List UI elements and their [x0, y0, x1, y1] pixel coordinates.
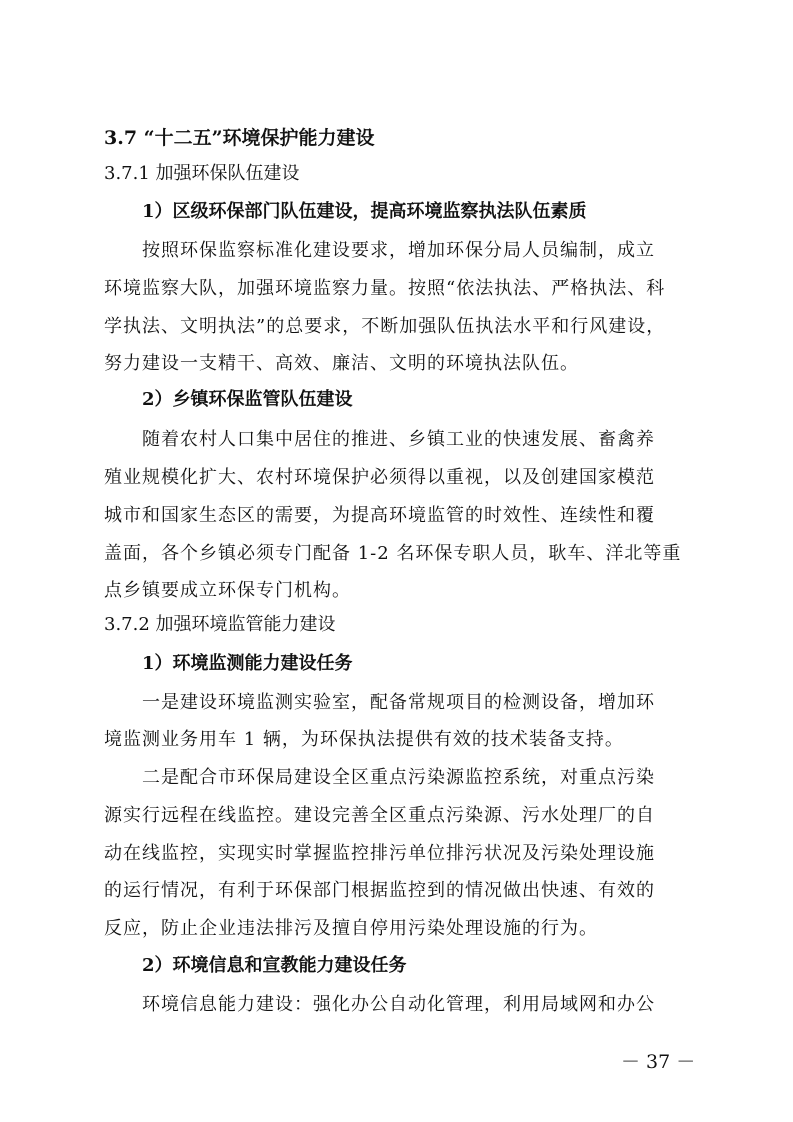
paragraph-line: 按照环保监察标准化建设要求，增加环保分局人员编制，成立: [142, 240, 655, 261]
paragraph-line: 努力建设一支精干、高效、廉洁、文明的环境执法队伍。: [104, 353, 579, 374]
paragraph-line: 点乡镇要成立环保专门机构。: [104, 580, 351, 601]
paragraph-line: 动在线监控，实现实时掌握监控排污单位排污状况及污染处理设施: [104, 843, 655, 864]
paragraph-line: 的运行情况，有利于环保部门根据监控到的情况做出快速、有效的: [104, 880, 655, 901]
paragraph-line: 城市和国家生态区的需要，为提高环境监管的时效性、连续性和覆: [104, 505, 655, 526]
item-heading-monitoring: 1）环境监测能力建设任务: [142, 653, 353, 674]
subsection-heading-3-7-2: 3.7.2 加强环境监管能力建设: [104, 614, 336, 635]
paragraph-line: 源实行远程在线监控。建设完善全区重点污染源、污水处理厂的自: [104, 805, 655, 826]
paragraph-line: 盖面，各个乡镇必须专门配备 1-2 名环保专职人员，耿车、洋北等重: [104, 543, 682, 564]
section-title: 3.7 “十二五”环境保护能力建设: [104, 127, 375, 149]
paragraph-line: 环境信息能力建设：强化办公自动化管理，利用局域网和办公: [142, 994, 655, 1015]
paragraph-line: 一是建设环境监测实验室，配备常规项目的检测设备，增加环: [142, 692, 655, 713]
paragraph-line: 殖业规模化扩大、农村环境保护必须得以重视，以及创建国家模范: [104, 467, 655, 488]
page-number: － 37 －: [621, 1051, 696, 1073]
paragraph-line: 随着农村人口集中居住的推进、乡镇工业的快速发展、畜禽养: [142, 429, 655, 450]
item-heading-town-team: 2）乡镇环保监管队伍建设: [142, 389, 353, 410]
item-heading-district-team: 1）区级环保部门队伍建设，提高环境监察执法队伍素质: [142, 201, 587, 222]
subsection-heading-3-7-1: 3.7.1 加强环保队伍建设: [104, 163, 300, 184]
paragraph-line: 环境监察大队，加强环境监察力量。按照“依法执法、严格执法、科: [104, 278, 666, 299]
item-heading-information: 2）环境信息和宣教能力建设任务: [142, 955, 407, 976]
paragraph-line: 反应，防止企业违法排污及擅自停用污染处理设施的行为。: [104, 918, 598, 939]
paragraph-line: 境监测业务用车 1 辆，为环保执法提供有效的技术装备支持。: [104, 729, 624, 750]
paragraph-line: 学执法、文明执法”的总要求，不断加强队伍执法水平和行风建设，: [104, 316, 666, 337]
paragraph-line: 二是配合市环保局建设全区重点污染源监控系统，对重点污染: [142, 767, 655, 788]
